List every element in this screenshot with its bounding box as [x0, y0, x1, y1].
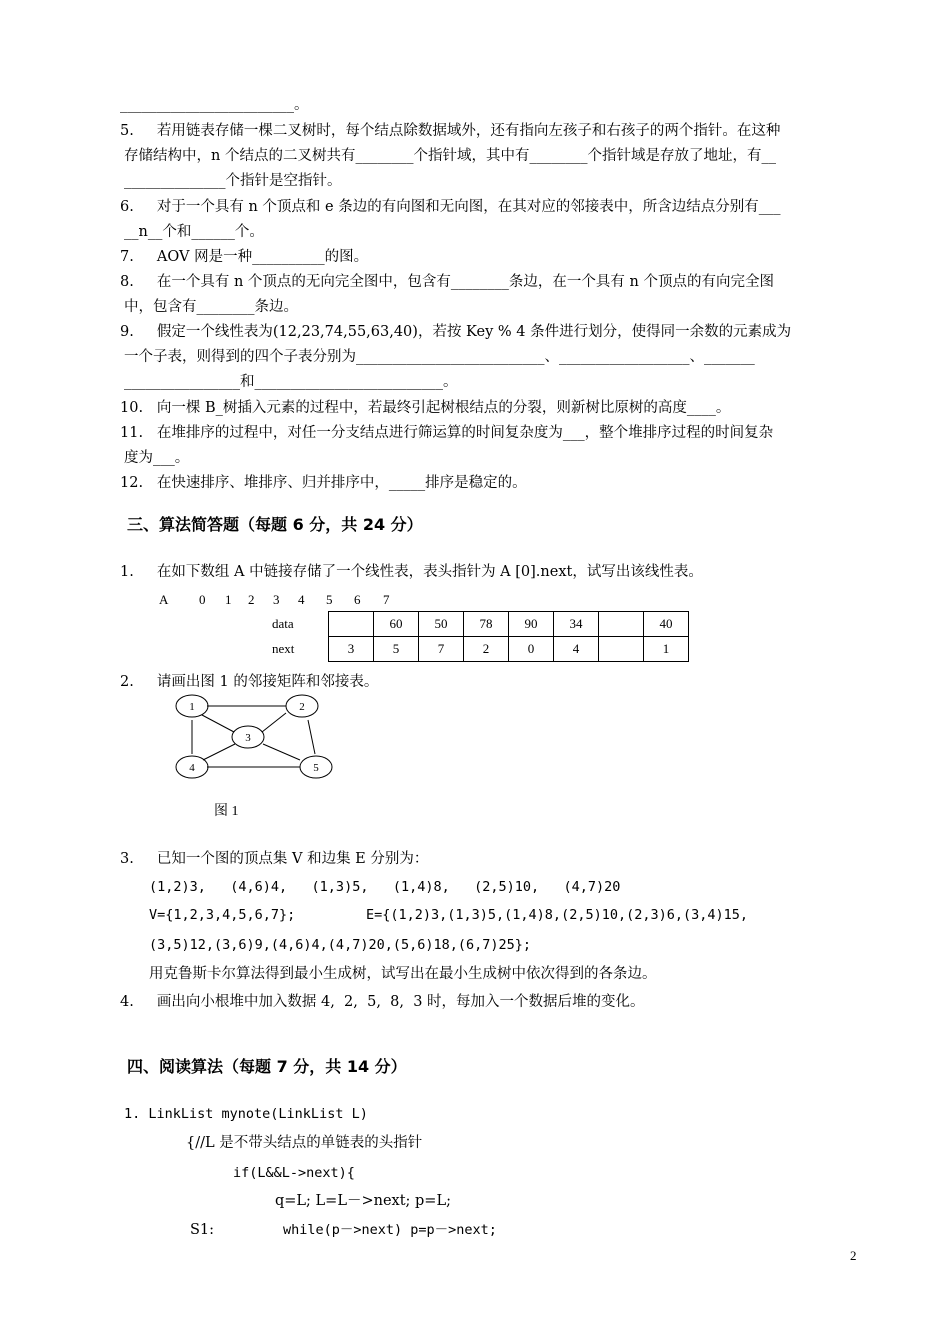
graph-figure-1: [165, 690, 345, 790]
code-line-2: {//L 是不带头结点的单链表的头指针: [186, 1135, 423, 1151]
graph-node-label: 4: [189, 762, 195, 774]
q4-answer-tail: ________________________。: [120, 97, 309, 113]
section4-heading: 四、阅读算法（每题 7 分，共 14 分）: [127, 1057, 407, 1076]
graph-edge-1-3: [202, 715, 234, 732]
s3-q4: 4. 画出向小根堆中加入数据 4, 2, 5, 8, 3 时，每加入一个数据后堆的变化。: [120, 994, 645, 1010]
table-cell: 5: [374, 637, 419, 662]
code-line-1: 1. LinkList mynote(LinkList L): [124, 1106, 368, 1122]
table-cell: 34: [554, 612, 599, 637]
graph-edge-2-5: [308, 720, 315, 754]
table-row-next: [268, 637, 689, 662]
array-index: 0: [199, 592, 206, 607]
q6-line2: __n__个和______个。: [124, 224, 264, 240]
table-cell: 1: [644, 637, 689, 662]
table-cell: 60: [374, 612, 419, 637]
s3-q1: 1. 在如下数组 A 中链接存储了一个线性表，表头指针为 A [0].next，试写出该线性表。: [120, 564, 703, 580]
table-cell: 40: [644, 612, 689, 637]
table-row-data: [268, 612, 689, 637]
row-label-next: next: [272, 641, 295, 656]
s3-q3-vertex-set: V={1,2,3,4,5,6,7};: [149, 907, 296, 923]
code-line-4: q=L; L=L－>next; p=L;: [275, 1193, 451, 1209]
table-cell: 78: [464, 612, 509, 637]
code-line-5: while(p－>next) p=p－>next;: [283, 1222, 497, 1238]
s3-q2: 2. 请画出图 1 的邻接矩阵和邻接表。: [120, 674, 379, 690]
graph-edge-2-3: [262, 713, 286, 732]
graph-edge-3-4: [203, 744, 235, 760]
row-label-data: data: [272, 616, 294, 631]
q5-line3: ______________个指针是空指针。: [124, 173, 342, 189]
array-index: 1: [225, 592, 232, 607]
q11-line1: 11. 在堆排序的过程中，对任一分支结点进行筛运算的时间复杂度为___，整个堆排序过程的时间复杂: [120, 425, 774, 441]
table-cell: [329, 612, 374, 637]
table-cell: 0: [509, 637, 554, 662]
page-number: 2: [850, 1248, 857, 1263]
graph-node-label: 5: [313, 762, 319, 774]
graph-edge-3-5: [263, 744, 300, 760]
linked-array-table: [268, 611, 689, 662]
code-label-s1: S1:: [190, 1222, 215, 1238]
table-cell: 3: [329, 637, 374, 662]
array-index: 4: [298, 592, 305, 607]
q9-line2: 一个子表，则得到的四个子表分别为__________________________、__________________、_______: [124, 349, 755, 365]
s3-q3-line5: 用克鲁斯卡尔算法得到最小生成树，试写出在最小生成树中依次得到的各条边。: [149, 966, 657, 982]
table-cell: 7: [419, 637, 464, 662]
q9-line1: 9. 假定一个线性表为(12,23,74,55,63,40)，若按 Key % 4 条件进行划分，使得同一余数的元素成为: [120, 324, 792, 340]
section3-heading: 三、算法简答题（每题 6 分，共 24 分）: [127, 515, 423, 534]
table-cell: 4: [554, 637, 599, 662]
table-cell: [599, 612, 644, 637]
array-index: 5: [326, 592, 333, 607]
s3-q3-line2: (1,2)3, (4,6)4, (1,3)5, (1,4)8, (2,5)10, (4,7)20: [149, 879, 621, 895]
graph-caption: 图 1: [214, 804, 239, 819]
table-cell: 90: [509, 612, 554, 637]
s3-q3-line1: 3. 已知一个图的顶点集 V 和边集 E 分别为：: [120, 851, 429, 867]
q5-line2: 存储结构中，n 个结点的二叉树共有________个指针域，其中有________个指针域是存放了地址，有__: [124, 148, 776, 164]
q8-line1: 8. 在一个具有 n 个顶点的无向完全图中，包含有________条边，在一个具有 n 个顶点的有向完全图: [120, 274, 774, 290]
array-name: A: [159, 592, 169, 607]
s3-q3-edge-set-cont: (3,5)12,(3,6)9,(4,6)4,(4,7)20,(5,6)18,(6,7)25};: [149, 937, 532, 953]
array-index: 3: [273, 592, 280, 607]
s3-q3-edge-set: E={(1,2)3,(1,3)5,(1,4)8,(2,5)10,(2,3)6,(3,4)15,: [366, 907, 749, 923]
table-cell: 2: [464, 637, 509, 662]
q6-line1: 6. 对于一个具有 n 个顶点和 e 条边的有向图和无向图，在其对应的邻接表中，所含边结点分别有___: [120, 199, 781, 215]
graph-node-label: 2: [299, 701, 305, 713]
q10: 10. 向一棵 B_树插入元素的过程中，若最终引起树根结点的分裂，则新树比原树的高度____。: [120, 400, 731, 416]
code-line-3: if(L&&L->next){: [233, 1165, 355, 1181]
graph-node-label: 3: [245, 732, 251, 744]
array-index: 7: [383, 592, 390, 607]
graph-node-label: 1: [189, 701, 195, 713]
array-index: 2: [248, 592, 255, 607]
q7: 7. AOV 网是一种__________的图。: [120, 249, 369, 265]
q12: 12. 在快速排序、堆排序、归并排序中，_____排序是稳定的。: [120, 475, 527, 491]
q9-line3: ________________和__________________________。: [124, 374, 458, 390]
q5-line1: 5. 若用链表存储一棵二叉树时，每个结点除数据域外，还有指向左孩子和右孩子的两个指针。在这种: [120, 123, 781, 139]
table-cell: 50: [419, 612, 464, 637]
q8-line2: 中，包含有________条边。: [124, 299, 298, 315]
q11-line2: 度为___。: [124, 450, 190, 466]
table-cell: [599, 637, 644, 662]
array-index: 6: [354, 592, 361, 607]
